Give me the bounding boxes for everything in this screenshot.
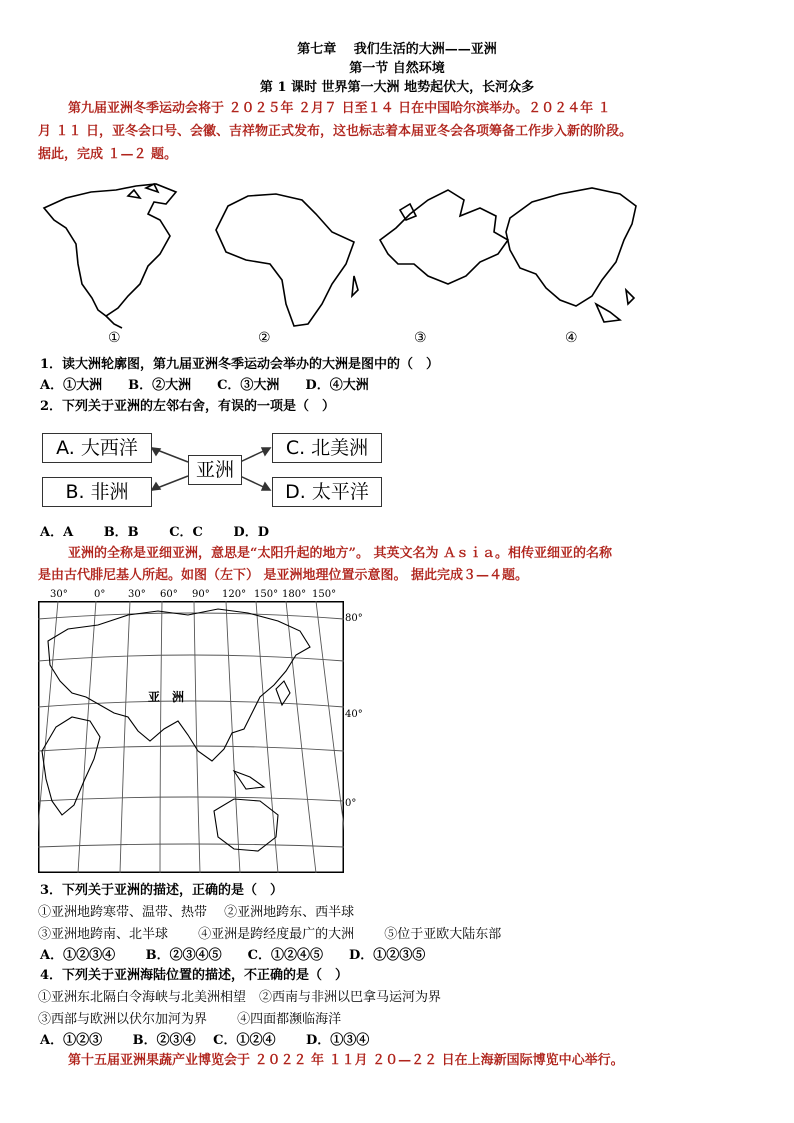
asia-outline [506, 188, 636, 306]
q3-options: A．①②③④ B．②③④⑤ C．①②④⑤ D．①②③⑤ [40, 948, 426, 963]
lon-label: 0° [94, 589, 106, 600]
lat-label-0: 0° [345, 798, 357, 809]
q2-stem: 2．下列关于亚洲的左邻右舍，有误的一项是（ ） [40, 399, 336, 414]
lesson-title: 第 1 课时 世界第一大洲 地势起伏大，长河众多 [259, 80, 535, 95]
q3-statements-2: ③亚洲地跨南、北半球 ④亚洲是跨经度最广的大洲 ⑤位于亚欧大陆东部 [38, 927, 502, 942]
section-title: 第一节 自然环境 [349, 61, 445, 76]
intro1-line3: 据此，完成 １—２ 题。 [38, 147, 178, 162]
asia-location-map [38, 601, 344, 873]
lat-label-40: 40° [345, 709, 363, 720]
intro2-line2: 是由古代腓尼基人所起。如图（左下） 是亚洲地理位置示意图。 据此完成３—４题。 [38, 568, 529, 583]
lon-label: 90° [192, 589, 210, 600]
continent-label-1: ① [108, 330, 121, 346]
continent-outlines [36, 180, 646, 330]
neighbor-diagram [42, 430, 392, 510]
intro1-line1: 第九届亚洲冬季运动会将于 ２０２５年 ２月７ 日至１４ 日在中国哈尔滨举办。２０２４年 １ [68, 101, 611, 116]
lon-label: 30° [128, 589, 146, 600]
q4-statements-2: ③西部与欧洲以伏尔加河为界 ④四面都濒临海洋 [38, 1012, 342, 1027]
intro3-line1: 第十五届亚洲果蔬产业博览会于 ２０２２ 年 １１月 ２０—２２ 日在上海新国际博览中心举行。 [68, 1053, 624, 1068]
continent-label-4: ④ [565, 330, 578, 346]
box-north-america: C. 北美洲 [272, 433, 382, 463]
lon-label: 120° [222, 589, 247, 600]
lon-label: 30° [50, 589, 68, 600]
q4-stem: 4．下列关于亚洲海陆位置的描述，不正确的是（ ） [40, 968, 349, 983]
q4-statements-1: ①亚洲东北隔白令海峡与北美洲相望 ②西南与非洲以巴拿马运河为界 [38, 990, 442, 1005]
intro1-line2: 月 １１ 日，亚冬会口号、会徽、吉祥物正式发布，这也标志着本届亚冬会各项筹备工作步入新的阶段。 [38, 124, 633, 139]
africa-outline [216, 194, 354, 326]
chapter-title: 第七章 我们生活的大洲——亚洲 [297, 42, 497, 57]
q1-stem: 1．读大洲轮廓图，第九届亚洲冬季运动会举办的大洲是图中的（ ） [40, 357, 440, 372]
asia-map-region-label: 亚 洲 [148, 690, 185, 704]
lat-label-80: 80° [345, 613, 363, 624]
europe-outline [380, 190, 508, 284]
intro2-line1: 亚洲的全称是亚细亚洲，意思是“太阳升起的地方”。 其英文名为 Ａｓｉａ。相传亚细亚的名称 [68, 546, 613, 561]
lon-label: 180° [282, 589, 307, 600]
box-atlantic: A. 大西洋 [42, 433, 152, 463]
lon-label: 60° [160, 589, 178, 600]
box-pacific: D. 太平洋 [272, 477, 382, 507]
q3-stem: 3．下列关于亚洲的描述，正确的是（ ） [40, 883, 284, 898]
lon-label: 150° [312, 589, 337, 600]
lon-label: 150° [254, 589, 279, 600]
continent-label-2: ② [258, 330, 271, 346]
north-america-outline [44, 184, 176, 316]
q1-options: A．①大洲 B．②大洲 C．③大洲 D．④大洲 [40, 378, 369, 393]
q3-statements-1: ①亚洲地跨寒带、温带、热带 ②亚洲地跨东、西半球 [38, 905, 355, 920]
q4-options: A．①②③ B．②③④ C．①②④ D．①③④ [40, 1033, 370, 1048]
box-africa: B. 非洲 [42, 477, 152, 507]
box-asia: 亚洲 [188, 455, 242, 485]
continent-label-3: ③ [414, 330, 427, 346]
q2-options: A．A B．B C．C D．D [40, 525, 269, 540]
